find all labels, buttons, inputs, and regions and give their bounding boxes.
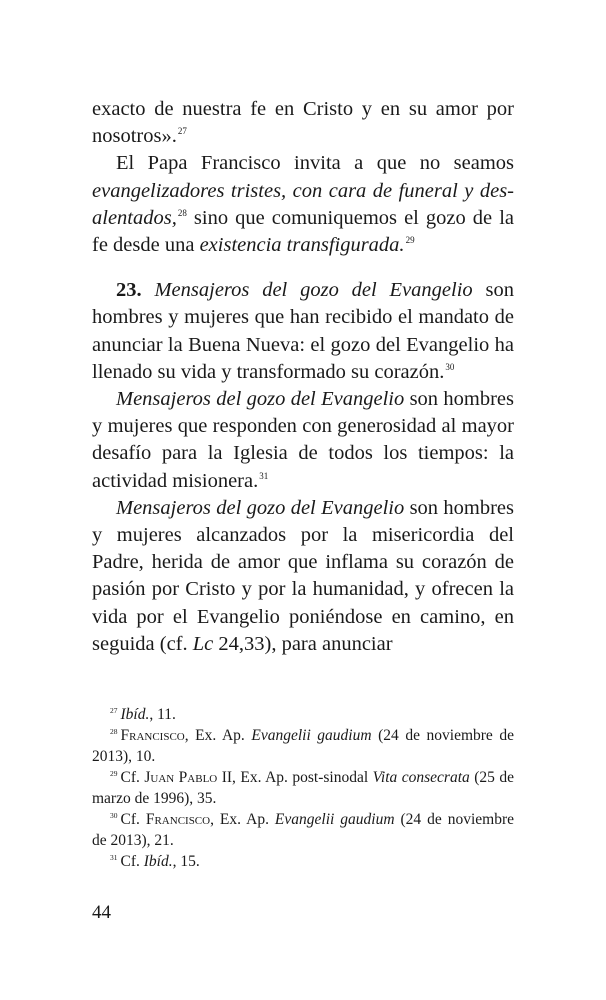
footnote-ref-29: 29 [405,235,415,246]
paragraph-2 [92,150,514,259]
footnote-ref-27: 27 [177,126,187,137]
footnote-text: (24 de noviembre de 2013), 21. [92,811,514,849]
footnote-author: Juan Pablo [144,769,218,786]
section-number: 23. [116,279,142,302]
paragraph-4 [92,386,514,495]
footnote-number: 28 [110,727,118,736]
footnote-text: , 15. [172,853,200,870]
paragraph-2-text-a: El Papa Francisco invita a que no seamos [116,152,514,175]
paragraph-5-text-a: son hombres y mujeres alcanzados por la misericordia del Padre, herida de amor que inflama su corazón de pasión por Cristo y por la humanidad, y ofrecen la vida por el Evangelio poniéndose en camino, en seguida (cf. [92,496,514,655]
page-body [92,96,514,658]
paragraph-5-italic: Mensajeros del gozo del Evangelio [116,496,405,519]
footnote-text: Cf. [120,769,145,786]
footnote-31 [92,851,514,872]
paragraph-4-italic: Mensajeros del gozo del Evangelio [116,388,405,411]
footnote-italic: Vita consecrata [372,769,470,786]
footnote-text: , Ex. Ap. [210,811,275,828]
footnote-text: (24 de noviembre de 2013), 10. [92,727,514,765]
page-number: 44 [92,902,111,923]
footnote-29 [92,767,514,809]
footnote-number: 31 [110,853,118,862]
footnote-28 [92,725,514,767]
paragraph-2-text-b: sino que comuniquemos el gozo de la fe desde una [92,206,514,257]
footnote-text: Cf. [120,811,146,828]
paragraph-1 [92,96,514,150]
paragraph-5-text-b: 24,33), para anunciar [213,632,393,655]
footnote-italic: Ibíd. [120,706,150,723]
footnote-italic: Evangelii gaudium [251,727,372,744]
footnote-text: Cf. [120,853,144,870]
paragraph-2-italic-a: evangelizadores tristes, con cara de funeral y desalentados, [92,179,514,229]
footnote-number: 29 [110,769,118,778]
paragraph-5 [92,495,514,658]
footnote-italic: Ibíd. [143,853,173,870]
paragraph-5-italic-b: Lc [192,632,214,655]
footnote-text: II, Ex. Ap. post-sinodal [217,769,373,786]
paragraph-1-text: exacto de nuestra fe en Cristo y en su amor por nosotros». [92,98,514,148]
footnote-number: 27 [110,706,118,715]
footnote-27 [92,704,514,725]
paragraph-23-text: son hombres y mujeres que han recibido el mandato de anunciar la Buena Nueva: el gozo del Evangelio ha llenado su vida y transformado su corazón. [92,279,514,383]
paragraph-23-italic: Mensajeros del gozo del Evangelio [154,279,473,302]
footnote-author: Francisco [145,811,211,828]
footnote-ref-28: 28 [177,207,187,218]
footnote-number: 30 [110,811,118,820]
footnote-ref-30: 30 [445,361,455,372]
paragraph-4-text: son hombres y mujeres que responden con generosidad al mayor desafío para la Iglesia de todos los tiempos: la actividad misionera. [92,388,514,492]
paragraph-2-italic-b: existencia transfigurada. [199,234,405,257]
footnote-italic: Evangelii gaudium [274,811,395,828]
main-text [92,96,514,658]
footnote-text: , 11. [149,706,176,723]
footnote-30 [92,809,514,851]
footnote-text: (25 de marzo de 1996), 35. [92,769,514,807]
footnote-text: , Ex. Ap. [184,727,252,744]
footnote-ref-31: 31 [259,470,269,481]
footnotes [92,704,514,872]
paragraph-23 [92,277,514,386]
footnote-author: Francisco [120,727,185,744]
